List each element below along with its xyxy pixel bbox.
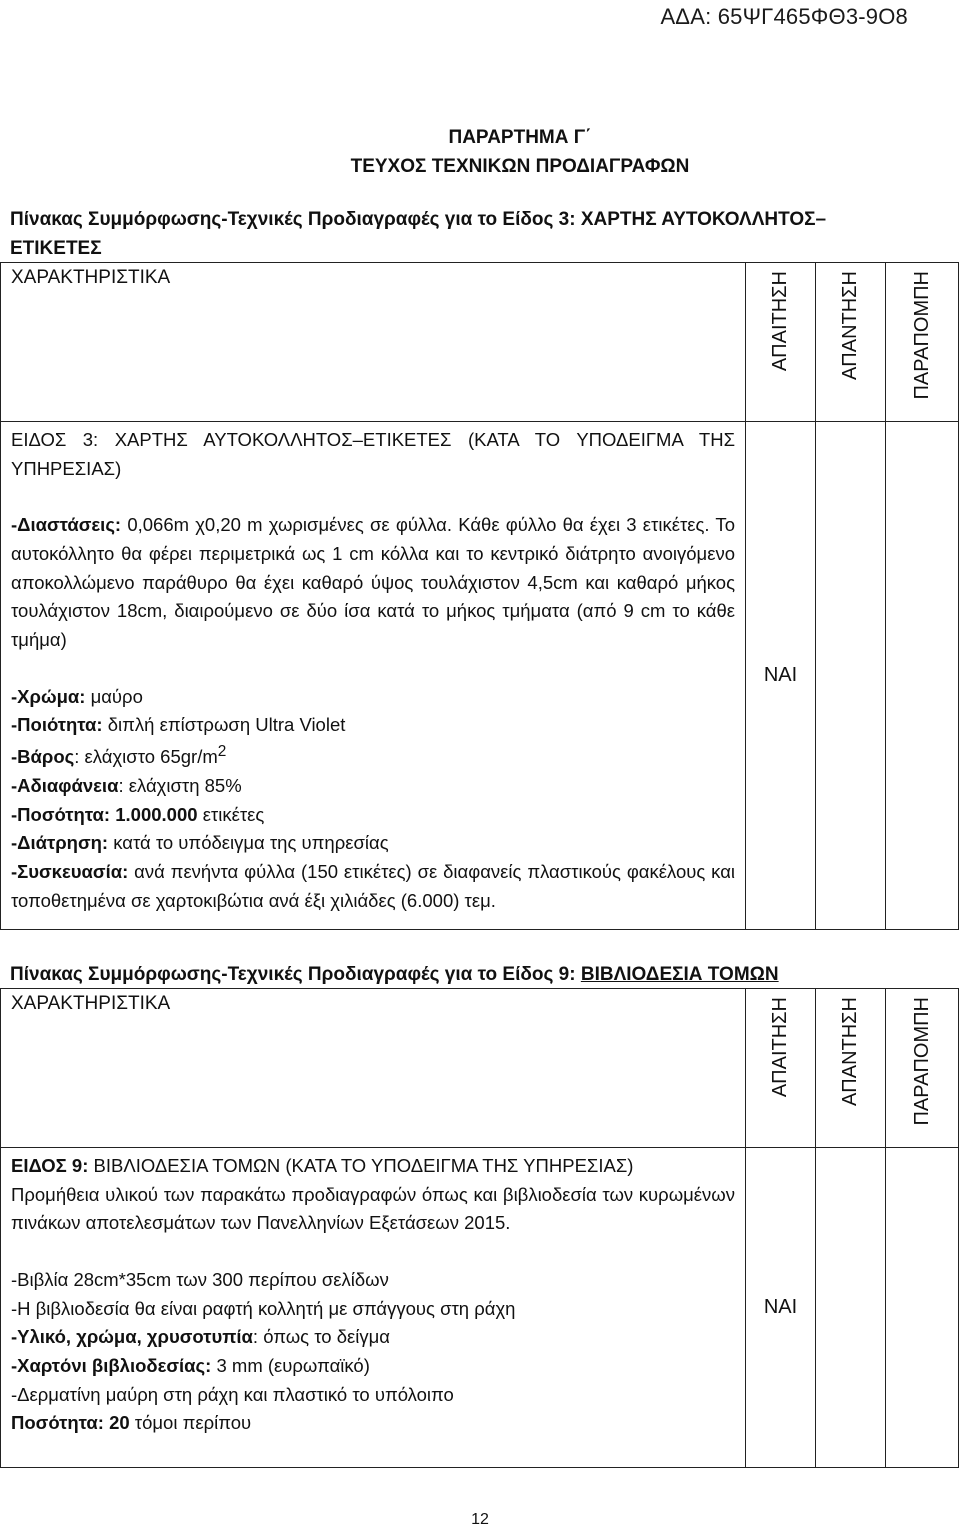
compliance-table-item3 [0, 262, 959, 930]
header-answer: ΑΠΑΝΤΗΣΗ [816, 263, 886, 422]
item3-quality: -Ποιότητα: διπλή επίστρωση Ultra Violet [11, 714, 346, 736]
item9-leather: -Δερματίνη μαύρη στη ράχη και πλαστικό το υπόλοιπο [11, 1383, 454, 1405]
header-requirement-2: ΑΠΑΙΤΗΣΗ [746, 989, 816, 1148]
item3-opacity: -Αδιαφάνεια: ελάχιστη 85% [11, 774, 242, 796]
item9-heading: ΕΙΔΟΣ 9: ΒΙΒΛΙΟΔΕΣΙΑ ΤΟΜΩΝ (ΚΑΤΑ ΤΟ ΥΠΟΔΕΙΓΜΑ ΤΗΣ ΥΠΗΡΕΣΙΑΣ) [11, 1155, 634, 1176]
item9-binding: -Η βιβλιοδεσία θα είναι ραφτή κολλητή με σπάγγους στη ράχη [11, 1297, 516, 1319]
header-reference-2: ΠΑΡΑΠΟΜΠΗ [886, 989, 959, 1148]
item9-books: -Βιβλία 28cm*35cm των 300 περίπου σελίδων [11, 1269, 389, 1291]
annex-subtitle: ΤΕΥΧΟΣ ΤΕΧΝΙΚΩΝ ΠΡΟΔΙΑΓΡΑΦΩΝ [350, 155, 690, 177]
item3-requirement-value: ΝΑΙ [746, 422, 816, 930]
item3-perforation: -Διάτρηση: κατά το υπόδειγμα της υπηρεσίας [11, 832, 389, 854]
item9-reference-cell [886, 1148, 959, 1468]
table1-title: Πίνακας Συμμόρφωσης-Τεχνικές Προδιαγραφές για το Είδος 3: ΧΑΡΤΗΣ ΑΥΤΟΚΟΛΛΗΤΟΣ– ΕΤΙΚΕΤΕΣ [10, 209, 827, 259]
item3-reference-cell [886, 422, 959, 930]
item9-intro: Προμήθεια υλικού των παρακάτω προδιαγραφών όπως και βιβλιοδεσία των κυρωμένων πινάκων αποτελεσμάτων των Πανελληνίων Εξετάσεων 2015. [11, 1183, 735, 1234]
item3-heading: ΕΙΔΟΣ 3: ΧΑΡΤΗΣ ΑΥΤΟΚΟΛΛΗΤΟΣ–ΕΤΙΚΕΤΕΣ (ΚΑΤΑ ΤΟ ΥΠΟΔΕΙΓΜΑ ΤΗΣ ΥΠΗΡΕΣΙΑΣ) [11, 429, 736, 479]
item3-packaging: -Συσκευασία: ανά πενήντα φύλλα (150 ετικέτες) σε διαφανείς πλαστικούς φακέλους και τοποθετημένα σε χαρτοκιβώτια ανά έξι χιλιάδες (6.000) τεμ. [11, 860, 736, 911]
item9-requirement-value: ΝΑΙ [746, 1148, 816, 1468]
annex-title: ΠΑΡΑΡΤΗΜΑ Γ΄ [448, 127, 592, 148]
compliance-table-item9 [0, 988, 959, 1468]
ada-code: ΑΔΑ: 65ΨΓ465ΦΘ3-9Ο8 [660, 4, 908, 29]
header-requirement: ΑΠΑΙΤΗΣΗ [746, 263, 816, 422]
header-answer-2: ΑΠΑΝΤΗΣΗ [816, 989, 886, 1148]
item3-description [1, 422, 746, 930]
header-characteristics-2: ΧΑΡΑΚΤΗΡΙΣΤΙΚΑ [1, 989, 746, 1148]
item3-color: -Χρώμα: μαύρο [11, 685, 143, 707]
page-number: 12 [471, 1511, 489, 1528]
item9-answer-cell [816, 1148, 886, 1468]
header-characteristics: ΧΑΡΑΚΤΗΡΙΣΤΙΚΑ [1, 263, 746, 422]
item3-quantity: -Ποσότητα: 1.000.000 ετικέτες [11, 803, 265, 825]
item9-quantity: Ποσότητα: 20 τόμοι περίπου [11, 1412, 252, 1434]
item9-material: -Υλικό, χρώμα, χρυσοτυπία: όπως το δείγμα [11, 1326, 390, 1348]
item3-answer-cell [816, 422, 886, 930]
table2-title: Πίνακας Συμμόρφωσης-Τεχνικές Προδιαγραφές για το Είδος 9: ΒΙΒΛΙΟΔΕΣΙΑ ΤΟΜΩΝ [10, 964, 779, 985]
item9-board: -Χαρτόνι βιβλιοδεσίας: 3 mm (ευρωπαϊκό) [11, 1355, 370, 1377]
item3-dimensions: -Διαστάσεις: 0,066m χ0,20 m χωρισμένες σε φύλλα. Κάθε φύλλο θα έχει 3 ετικέτες. Το αυτοκόλλητο θα φέρει περιμετρικά ως 1 cm κόλλα και το κεντρικό διάτρητο ανοιγόμενο αποκολλώμενο παράθυρο θα έχει καθαρό ύψος τουλάχιστον 4,5cm και καθαρό μήκος τουλάχιστον 18cm, διαιρούμενο σε δύο ίσα κατά το μήκος τμήματα (από 9 cm το κάθε τμήμα) [11, 514, 735, 651]
item3-weight: -Βάρος: ελάχιστο $65gr/m^2$ [11, 743, 227, 768]
annex-heading [0, 124, 960, 181]
item9-description [1, 1148, 746, 1468]
table2-title-item: ΒΙΒΛΙΟΔΕΣΙΑ ΤΟΜΩΝ [580, 964, 779, 985]
header-reference: ΠΑΡΑΠΟΜΠΗ [886, 263, 959, 422]
